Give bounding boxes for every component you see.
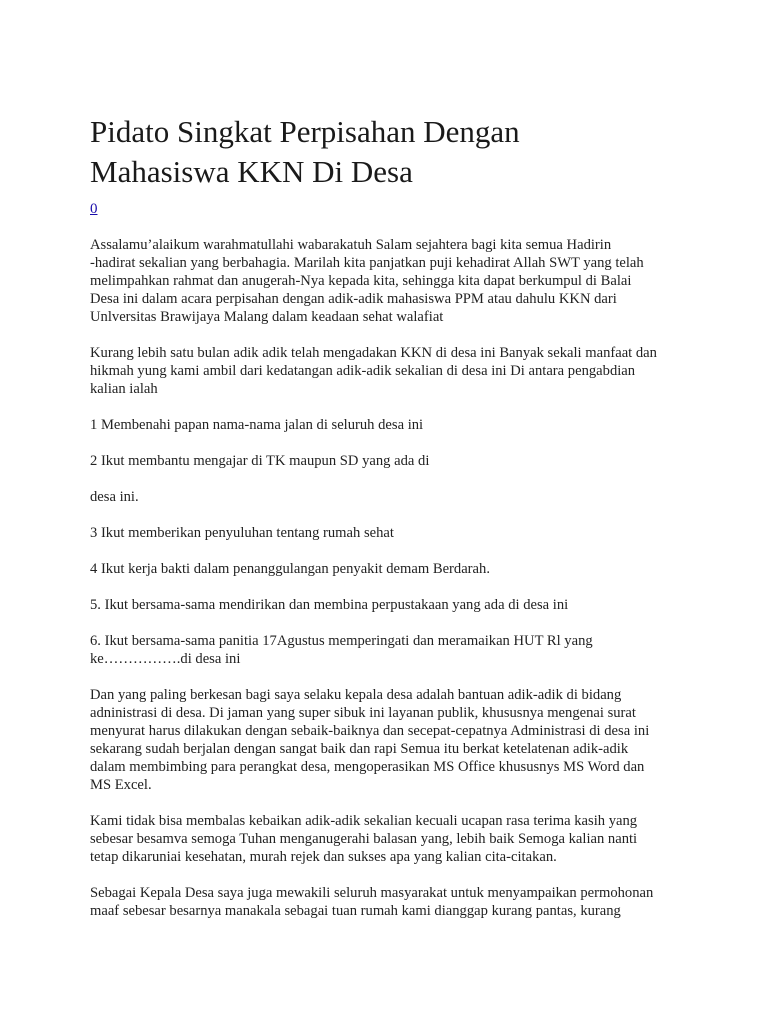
paragraph [90, 812, 730, 866]
paragraph-line: dalam membimbing para perangkat desa, mengoperasikan MS Office khususnys MS Word dan [90, 759, 645, 775]
paragraph-line: 1 Membenahi papan nama-nama jalan di seluruh desa ini [90, 417, 424, 433]
paragraph [90, 632, 730, 668]
paragraph [90, 596, 730, 614]
paragraph-line: Assalamu’alaikum warahmatullahi wabarakatuh Salam sejahtera bagi kita semua Hadirin [90, 237, 612, 253]
paragraph-line: maaf sebesar besarnya manakala sebagai tuan rumah kami dianggap kurang pantas, kurang [90, 903, 621, 919]
paragraph-line: Desa ini dalam acara perpisahan dengan adik-adik mahasiswa PPM atau dahulu KKN dari [90, 291, 617, 307]
title-line: Mahasiswa KKN Di Desa [90, 154, 413, 189]
paragraph-line: 2 Ikut membantu mengajar di TK maupun SD yang ada di [90, 453, 430, 469]
paragraph-line: Kami tidak bisa membalas kebaikan adik-adik sekalian kecuali ucapan rasa terima kasih yang [90, 813, 638, 829]
paragraph-line: hikmah yung kami ambil dari kedatangan adik-adik sekalian di desa ini Di antara pengabdian [90, 363, 636, 379]
paragraph [90, 686, 730, 794]
paragraph-line: Dan yang paling berkesan bagi saya selaku kepala desa adalah bantuan adik-adik di bidang [90, 687, 622, 703]
document-body [90, 236, 730, 938]
paragraph-line: menyurat harus dilakukan dengan sebaik-baiknya dan secepat-cepatnya Administrasi di desa ini [90, 723, 650, 739]
paragraph-line: Kurang lebih satu bulan adik adik telah mengadakan KKN di desa ini Banyak sekali manfaat dan [90, 345, 657, 361]
paragraph-line: desa ini. [90, 489, 139, 505]
paragraph-line: tetap dikaruniai kesehatan, murah rejek dan sukses apa yang kalian cita-citakan. [90, 849, 557, 865]
paragraph-line: 5. Ikut bersama-sama mendirikan dan membina perpustakaan yang ada di desa ini [90, 597, 569, 613]
paragraph-line: melimpahkan rahmat dan anugerah-Nya kepada kita, sehingga kita dapat berkumpul di Balai [90, 273, 632, 289]
paragraph-line: MS Excel. [90, 777, 152, 793]
paragraph-line: sebesar besamva semoga Tuhan menganugerahi balasan yang, lebih baik Semoga kalian nanti [90, 831, 638, 847]
paragraph-line: ke…………….di desa ini [90, 651, 241, 667]
paragraph-line: Unlversitas Brawijaya Malang dalam keadaan sehat walafiat [90, 309, 444, 325]
paragraph-line: sekarang sudah berjalan dengan sangat baik dan rapi Semua itu berkat ketelatenan adik-adik [90, 741, 629, 757]
paragraph-line: 4 Ikut kerja bakti dalam penanggulangan penyakit demam Berdarah. [90, 561, 490, 577]
paragraph [90, 452, 730, 470]
paragraph [90, 884, 730, 920]
paragraph [90, 560, 730, 578]
paragraph-line: 6. Ikut bersama-sama panitia 17Agustus memperingati dan meramaikan HUT Rl yang [90, 633, 593, 649]
comment-count-link[interactable]: 0 [90, 201, 98, 217]
paragraph [90, 524, 730, 542]
paragraph [90, 488, 730, 506]
paragraph [90, 416, 730, 434]
paragraph-line: adninistrasi di desa. Di jaman yang super sibuk ini layanan publik, khususnya mengenai surat [90, 705, 636, 721]
paragraph-line: kalian ialah [90, 381, 158, 397]
paragraph-line: Sebagai Kepala Desa saya juga mewakili seluruh masyarakat untuk menyampaikan permohonan [90, 885, 654, 901]
paragraph-line: 3 Ikut memberikan penyuluhan tentang rumah sehat [90, 525, 394, 541]
paragraph [90, 344, 730, 398]
title-line: Pidato Singkat Perpisahan Dengan [90, 114, 520, 149]
page-title [90, 112, 520, 192]
paragraph [90, 236, 730, 326]
paragraph-line: -hadirat sekalian yang berbahagia. Marilah kita panjatkan puji kehadirat Allah SWT yang telah [90, 255, 644, 271]
